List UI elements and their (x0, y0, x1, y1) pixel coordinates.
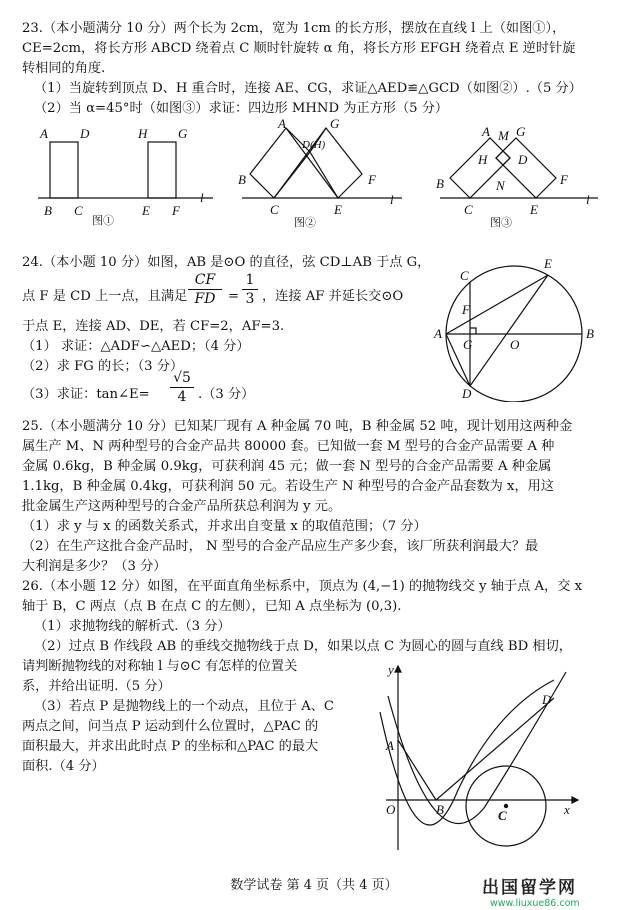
q24-line1: 24.（本小题 10 分）如图，AB 是⊙O 的直径，弦 CD⊥AB 于点 G， (22, 255, 431, 270)
fig3-label-l: l (586, 192, 590, 207)
q24-label-F: F (462, 302, 470, 317)
fig3-label-N: N (496, 178, 505, 193)
q26-sub3b: 两点之间，问当点 P 运动到什么位置时，△PAC 的 (22, 719, 319, 734)
q26-label-x: x (564, 802, 570, 817)
q26-sub2c: 系，并给出证明.（5 分） (22, 679, 171, 694)
watermark (482, 878, 622, 909)
fig2-caption: 图② (294, 217, 316, 229)
fig3-label-F: F (560, 172, 568, 187)
q24-frac-num: CF (194, 272, 216, 288)
q25-line5: 批金属生产这两种型号的合金产品所获总利润为 y 元。 (22, 499, 342, 514)
q24-line2a: 点 F 是 CD 上一点，且满足 (22, 289, 188, 304)
fig1-label-G: G (178, 126, 188, 141)
q24-label-B: B (586, 326, 594, 341)
fig1-label-C: C (74, 203, 83, 218)
q25-sub2a: （2）在生产这批合金产品时， N 型号的合金产品应生产多少套，该厂所获利润最大？最 (22, 539, 539, 554)
fig2-label-F: F (368, 172, 376, 187)
q24-label-E: E (544, 256, 552, 271)
q24-sub3-den: 4 (177, 389, 187, 405)
q25-line1: 25.（本小题满分 10 分）已知某厂现有 A 种金属 70 吨，B 种金属 52 吨，现计划用这两种金 (22, 419, 573, 434)
q24-sub3b: .（3 分） (198, 387, 255, 402)
q24-sub2: （2）求 FG 的长；（3 分） (22, 359, 184, 374)
fig3-label-M: M (498, 128, 509, 143)
q25-line4: 1.1kg，B 种金属 0.4kg，可获利润 50 元。若设生产 N 种型号的合金产品套数为 x，用这 (22, 479, 555, 494)
q26-sub3c: 面积最大，并求出此时点 P 的坐标和△PAC 的最大 (22, 739, 319, 754)
fig1-label-E: E (142, 203, 150, 218)
fig3-label-A: A (482, 124, 490, 139)
q24-fraction-cf-fd (188, 272, 222, 307)
fig2-label-A: A (278, 116, 286, 131)
q23-figure-2 (222, 114, 422, 234)
fig3-label-B: B (436, 176, 444, 191)
fig2-label-B: B (238, 172, 246, 187)
q26-sub1: （1）求抛物线的解析式.（3 分） (34, 619, 231, 634)
q26-label-O: O (386, 802, 396, 817)
q26-sub3d: 面积.（4 分） (22, 759, 105, 774)
q24-label-C: C (460, 268, 469, 283)
fig3-label-H: H (478, 152, 488, 167)
fig3-caption: 图③ (490, 217, 512, 229)
q23-line1: 23.（本小题满分 10 分）两个长为 2cm，宽为 1cm 的长方形，摆放在直线 l 上（如图①）， (22, 21, 566, 36)
q24-label-A: A (434, 326, 442, 341)
q24-sub3-num: √5 (173, 370, 191, 386)
q24-label-O: O (510, 337, 520, 352)
q24-sub3a: （3）求证：tan∠E= (22, 387, 150, 402)
fig2-label-G: G (330, 116, 340, 131)
q25-sub2b: 大利润是多少？（3 分） (22, 559, 167, 574)
q24-label-G: G (463, 337, 473, 352)
fig2-label-DH: D(H) (302, 139, 326, 151)
q24-fraction-one-third (242, 272, 258, 307)
fig1-label-l: l (200, 190, 204, 205)
q26-label-y: y (388, 662, 394, 677)
q26-sub3a: （3）若点 P 是抛物线上的一个动点，且位于 A、C (34, 699, 335, 714)
q25-sub1: （1）求 y 与 x 的函数关系式，并求出自变量 x 的取值范围；（7 分） (22, 519, 427, 534)
q23-line3: 转相同的角度. (22, 61, 106, 76)
fig1-label-F: F (172, 203, 180, 218)
q24-rhs-den: 3 (245, 291, 255, 307)
fig3-label-G: G (516, 124, 526, 139)
q24-fraction-sqrt5-over-4 (170, 370, 194, 405)
q25-line2: 属生产 M、N 两种型号的合金产品共 80000 套。已知做一套 M 型号的合金产品需要 A 种 (22, 439, 555, 454)
fig2-label-l: l (390, 192, 394, 207)
fig1-label-H: H (138, 126, 148, 141)
q24-label-D: D (462, 386, 472, 401)
fig1-label-A: A (40, 126, 48, 141)
q26-line2: 轴于 B，C 两点（点 B 在点 C 的左侧），已知 A 点坐标为 (0,3). (22, 599, 402, 614)
fig3-label-E: E (530, 202, 538, 217)
fig3-label-D: D (518, 152, 528, 167)
q24-rhs-num: 1 (245, 272, 255, 288)
q26-label-B: B (436, 802, 444, 817)
fig2-label-E: E (334, 202, 342, 217)
q26-label-C: C (498, 808, 507, 823)
q24-eq: = (228, 289, 240, 304)
q26-label-D: D (542, 692, 552, 707)
q23-figure-1 (28, 120, 218, 234)
q24-sub1: （1） 求证：△ADF∽△AED；（4 分） (22, 339, 250, 354)
q24-frac-den: FD (194, 291, 216, 307)
watermark-url: www.liuxue86.com (490, 898, 580, 909)
q23-sub2: （2）当 α=45°时（如图③）求证：四边形 MHND 为正方形（5 分） (34, 101, 449, 116)
q26-line1: 26.（本小题 12 分）如图，在平面直角坐标系中，顶点为 (4,−1) 的抛物线交 y 轴于点 A，交 x (22, 579, 583, 594)
fig3-label-C: C (464, 202, 473, 217)
fig1-label-B: B (44, 203, 52, 218)
q26-sub2a: （2）过点 B 作线段 AB 的垂线交抛物线于点 D，如果以点 C 为圆心的圆与直线 BD 相切， (34, 639, 572, 654)
q24-line3: 于点 E，连接 AD、DE，若 CF=2，AF=3. (22, 319, 285, 334)
page-footer: 数学试卷 第 4 页（共 4 页） (230, 878, 398, 893)
q26-parabola-figure (366, 658, 586, 862)
q25-line3: 金属 0.6kg，B 种金属 0.9kg，可获利润 45 元；做一套 N 型号的合金产品需要 A 种金属 (22, 459, 552, 474)
q24-circle-figure (430, 252, 610, 406)
q24-line2b: ，连接 AF 并延长交⊙O (262, 289, 404, 304)
q26-sub2b: 请判断抛物线的对称轴 l 与⊙C 有怎样的位置关 (22, 659, 298, 674)
fig2-label-C: C (270, 202, 279, 217)
q26-label-A: A (386, 738, 394, 753)
fig1-label-D: D (80, 126, 90, 141)
q23-figure-3 (428, 118, 608, 234)
fig1-caption: 图① (92, 215, 114, 227)
watermark-cn: 出国留学网 (482, 878, 577, 898)
q23-line2: CE=2cm，将长方形 ABCD 绕着点 C 顺时针旋转 α 角，将长方形 EFGH 绕着点 E 逆时针旋 (22, 41, 576, 56)
q23-sub1: （1）当旋转到顶点 D、H 重合时，连接 AE、CG，求证△AED≌△GCD（如图②）.（5 分） (34, 81, 582, 96)
